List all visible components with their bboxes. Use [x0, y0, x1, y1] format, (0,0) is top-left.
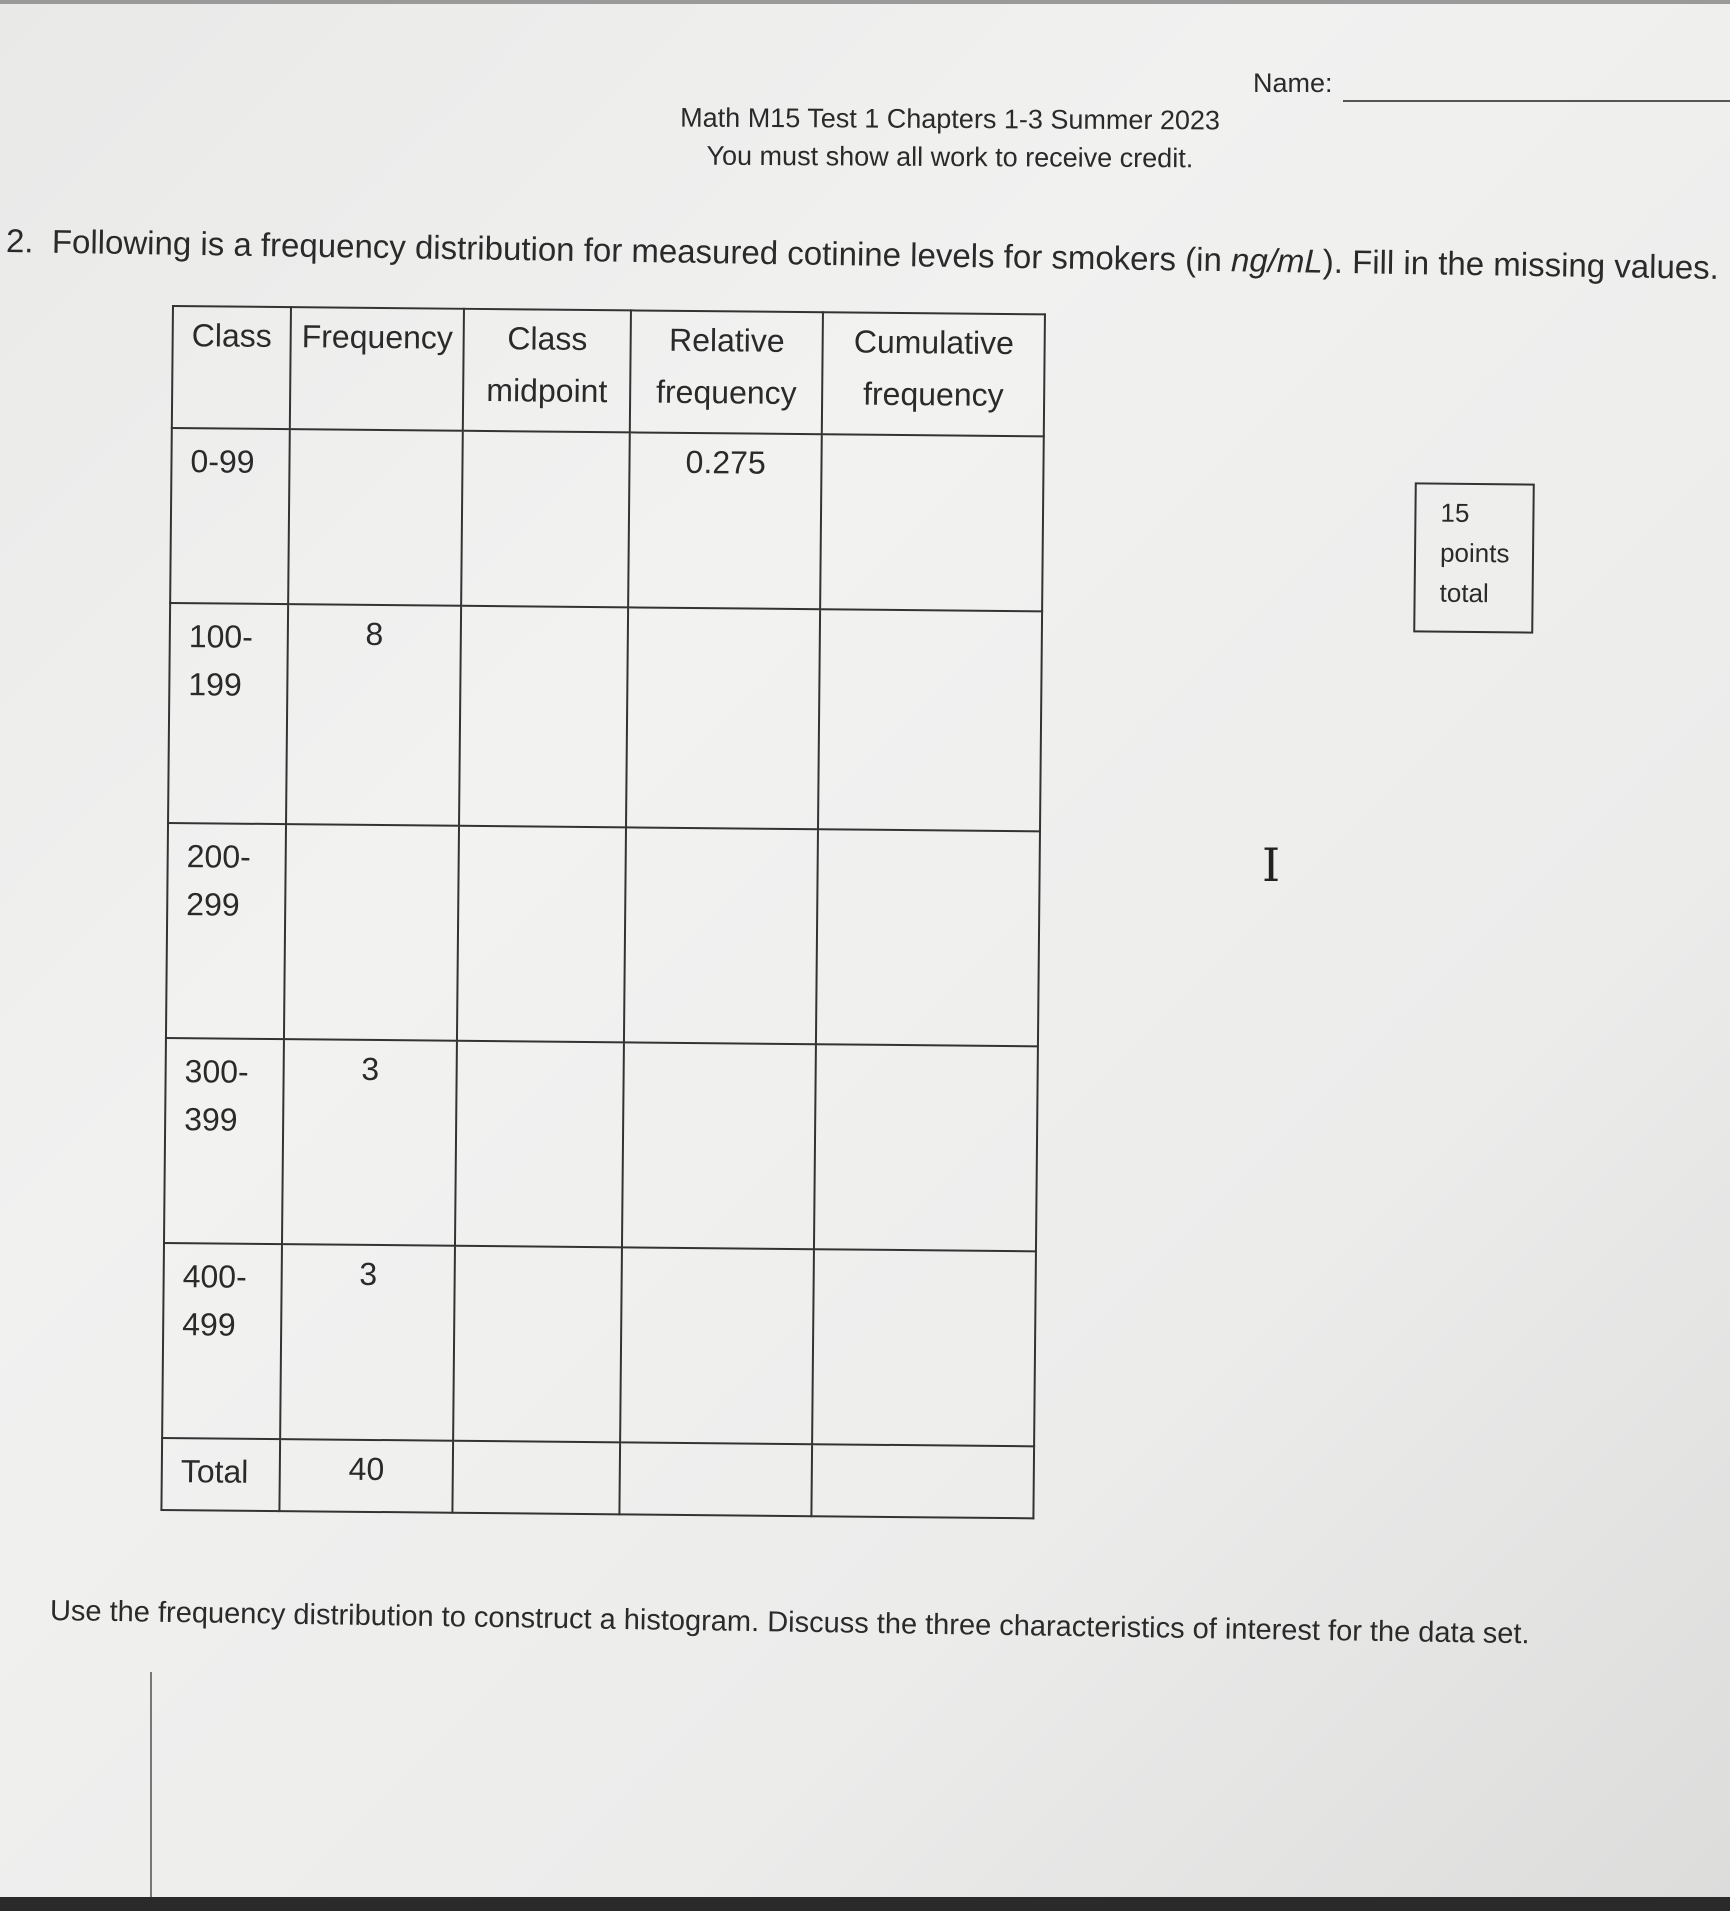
total-label-cell: Total	[161, 1438, 280, 1511]
relative-frequency-cell[interactable]	[626, 607, 820, 829]
cumulative-frequency-cell[interactable]	[814, 1044, 1038, 1251]
class-cell: 0-99	[170, 428, 290, 604]
midpoint-cell[interactable]	[453, 1441, 621, 1515]
relative-frequency-cell[interactable]	[624, 827, 818, 1044]
cumulative-frequency-cell[interactable]	[816, 829, 1040, 1046]
header-class-midpoint: Class midpoint	[463, 309, 631, 433]
frequency-cell[interactable]: 3	[282, 1039, 457, 1246]
points-value: 15	[1440, 497, 1470, 528]
table-row	[162, 1243, 1036, 1446]
page-top-edge	[0, 0, 1730, 4]
table-row	[166, 823, 1040, 1046]
points-total-box	[1413, 482, 1535, 633]
header-cumulative-frequency: Cumulative frequency	[822, 312, 1045, 436]
frequency-cell[interactable]: 8	[286, 604, 461, 826]
class-cell: 400- 499	[162, 1243, 282, 1439]
midpoint-cell[interactable]	[455, 1041, 624, 1248]
cumulative-frequency-cell[interactable]	[820, 434, 1044, 611]
test-title: Math M15 Test 1 Chapters 1-3 Summer 2023	[680, 102, 1221, 136]
name-blank-line[interactable]	[1343, 100, 1730, 102]
points-word: points	[1439, 537, 1510, 569]
cumulative-frequency-cell[interactable]	[812, 1249, 1036, 1446]
midpoint-cell[interactable]	[453, 1246, 622, 1443]
frequency-cell[interactable]	[288, 429, 463, 606]
table-row	[170, 428, 1044, 611]
frequency-table-wrapper	[160, 305, 1046, 1519]
work-area-margin-line	[150, 1672, 152, 1897]
frequency-cell[interactable]: 3	[280, 1244, 455, 1441]
frequency-cell[interactable]	[284, 824, 459, 1041]
class-cell: 300- 399	[164, 1038, 284, 1244]
question-number: 2.	[5, 222, 34, 260]
header-class: Class	[172, 306, 291, 429]
cumulative-frequency-cell[interactable]	[812, 1444, 1035, 1518]
histogram-instructions: Use the frequency distribution to construct a histogram. Discuss the three characteristics of interest for the data set.	[49, 1595, 1530, 1651]
relative-frequency-cell[interactable]: 0.275	[628, 432, 822, 609]
header-relative-frequency: Relative frequency	[630, 310, 823, 434]
midpoint-cell[interactable]	[461, 431, 630, 608]
relative-frequency-cell[interactable]	[622, 1042, 816, 1249]
table-row	[164, 1038, 1038, 1251]
test-subtitle: You must show all work to receive credit.	[706, 140, 1194, 174]
relative-frequency-cell[interactable]	[620, 1247, 814, 1444]
header-frequency: Frequency	[290, 307, 464, 431]
midpoint-cell[interactable]	[459, 606, 628, 828]
class-cell: 100- 199	[168, 603, 288, 824]
question-text-before: Following is a frequency distribution for measured cotinine levels for smokers (in	[51, 222, 1232, 279]
table-row	[168, 603, 1042, 831]
question-prompt	[6, 222, 1719, 287]
frequency-distribution-table	[160, 305, 1046, 1519]
text-cursor-icon: I	[1262, 838, 1281, 892]
relative-frequency-cell[interactable]	[620, 1442, 813, 1516]
page-bottom-edge	[0, 1897, 1730, 1911]
midpoint-cell[interactable]	[457, 826, 626, 1043]
frequency-total-cell[interactable]: 40	[279, 1439, 453, 1513]
cumulative-frequency-cell[interactable]	[818, 609, 1042, 831]
test-header	[600, 98, 1300, 178]
name-label: Name:	[1253, 68, 1333, 98]
points-total-word: total	[1439, 577, 1489, 609]
table-header-row	[172, 306, 1045, 436]
table-total-row	[161, 1438, 1034, 1518]
question-unit: ng/mL	[1230, 241, 1324, 280]
question-text-after: ). Fill in the missing values.	[1322, 242, 1720, 286]
class-cell: 200- 299	[166, 823, 286, 1039]
